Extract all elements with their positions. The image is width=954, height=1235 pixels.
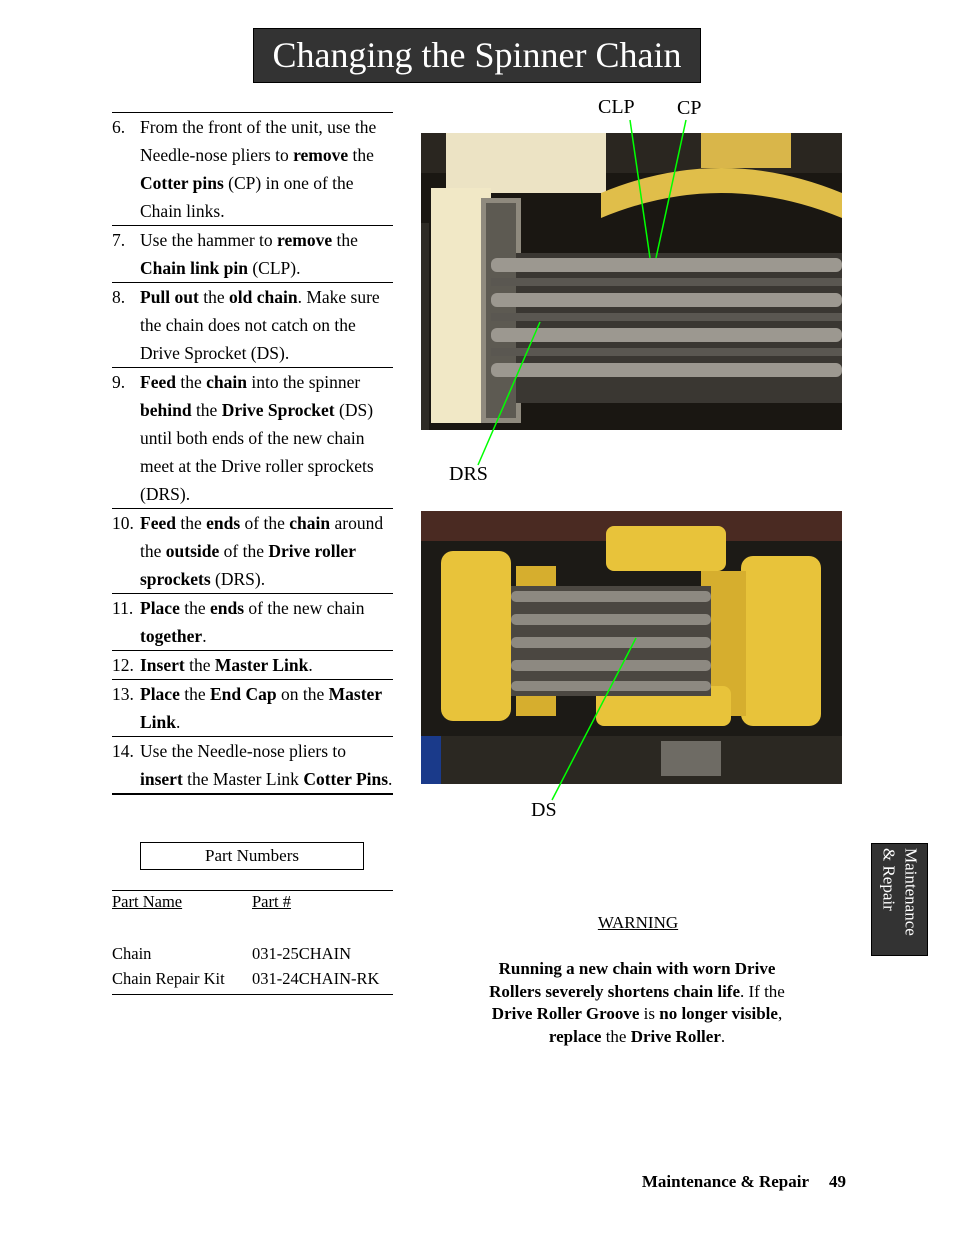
- cp-leader-line: [656, 120, 686, 258]
- header-part-name: Part Name: [112, 892, 183, 911]
- step-number: 13.: [112, 684, 134, 704]
- part-name-cell: Chain Repair Kit: [112, 969, 225, 988]
- step-text: Insert the Master Link.: [140, 655, 313, 675]
- step-number: 6.: [112, 117, 126, 137]
- step-number: 9.: [112, 372, 126, 392]
- step-text: From the front of the unit, use the Needle-nose pliers to remove the Cotter pins (CP) in one of the Chain links.: [140, 117, 377, 221]
- side-tab-line-1: Maintenance: [901, 848, 921, 936]
- page-title: Changing the Spinner Chain: [253, 28, 701, 83]
- step-text: Pull out the old chain. Make sure the chain does not catch on the Drive Sprocket (DS).: [140, 287, 380, 363]
- part-number-cell: 031-25CHAIN: [252, 944, 351, 963]
- step-number: 14.: [112, 741, 134, 761]
- warning-title: WARNING: [597, 913, 679, 932]
- drs-leader-line: [478, 322, 540, 465]
- step-text: Use the hammer to remove the Chain link pin (CLP).: [140, 230, 358, 278]
- clp-callout-label: CLP: [598, 96, 635, 118]
- ds-leader-line: [552, 638, 636, 800]
- part-numbers-heading: Part Numbers: [140, 842, 364, 870]
- page-footer: [642, 1172, 846, 1192]
- clp-leader-line: [630, 120, 650, 258]
- step-number: 10.: [112, 513, 134, 533]
- step-text: Place the End Cap on the Master Link.: [140, 684, 382, 732]
- step-number: 12.: [112, 655, 134, 675]
- step-number: 11.: [112, 598, 134, 618]
- step-text: Feed the chain into the spinner behind the Drive Sprocket (DS) until both ends of the new chain meet at the Drive roller sprockets (DRS).: [140, 372, 374, 504]
- step-number: 7.: [112, 230, 126, 250]
- side-tab-line-2: & Repair: [879, 848, 899, 911]
- ds-callout-label: DS: [531, 799, 557, 821]
- footer-section: Maintenance & Repair: [641, 1172, 809, 1191]
- part-name-cell: Chain: [112, 944, 152, 963]
- page-number: 49: [829, 1172, 846, 1191]
- step-number: 8.: [112, 287, 126, 307]
- drs-callout-label: DRS: [449, 463, 488, 485]
- warning-body: Running a new chain with worn Drive Rollers severely shortens chain life. If the Drive Roller Groove is no longer visible, replace the Drive Roller.: [489, 959, 785, 1046]
- step-text: Feed the ends of the chain around the outside of the Drive roller sprockets (DRS).: [140, 513, 384, 589]
- cp-callout-label: CP: [677, 97, 702, 119]
- part-number-cell: 031-24CHAIN-RK: [252, 969, 380, 988]
- step-text: Use the Needle-nose pliers to insert the Master Link Cotter Pins.: [140, 741, 393, 789]
- header-part-number: Part #: [252, 892, 291, 911]
- section-side-tab: [871, 843, 928, 956]
- step-text: Place the ends of the new chain together.: [140, 598, 365, 646]
